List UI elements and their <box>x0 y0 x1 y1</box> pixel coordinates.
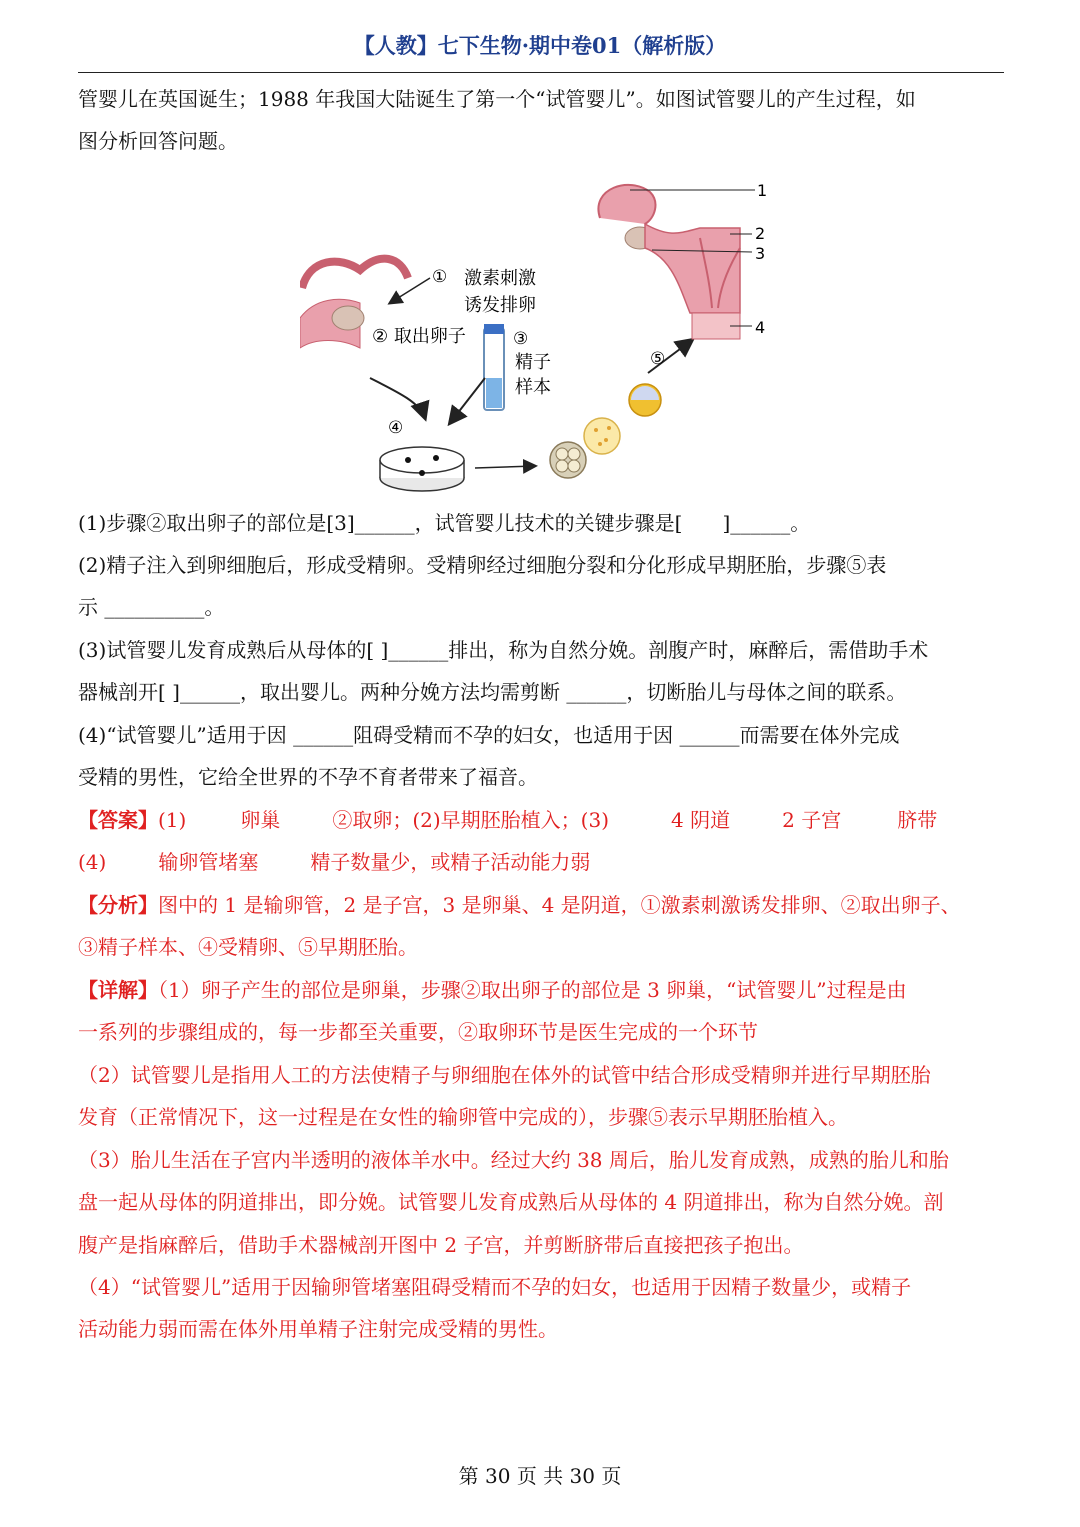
detail-tag: 【详解】 <box>78 978 158 1002</box>
answer-item: 2 子宫 <box>782 808 842 832</box>
petri-dish-icon <box>380 447 464 491</box>
detail-p2-line-2: 发育（正常情况下，这一过程是在女性的输卵管中完成的），步骤⑤表示早期胚胎植入。 <box>78 1105 848 1129</box>
question-4-line-2: 受精的男性，它给全世界的不孕不育者带来了福音。 <box>78 765 538 789</box>
detail-p1-line-2: 一系列的步骤组成的，每一步都至关重要，②取卵环节是医生完成的一个环节 <box>78 1020 758 1044</box>
detail-p3-line-2: 盘一起从母体的阴道排出，即分娩。试管婴儿发育成熟后从母体的 4 阴道排出，称为自然分娩。剖 <box>78 1190 944 1214</box>
ivf-process-figure <box>300 178 780 493</box>
answer-item: ②取卵；(2)早期胚胎植入；(3) <box>332 808 610 832</box>
analysis-line-1 <box>78 884 1008 926</box>
page-header-title: 【人教】七下生物·期中卷01（解析版） <box>353 33 727 58</box>
label-1: 1 <box>757 181 768 200</box>
question-2-line-1: (2)精子注入到卵细胞后，形成受精卵。受精卵经过细胞分裂和分化形成早期胚胎，步骤⑤表 <box>78 553 887 577</box>
detail-text: （1）卵子产生的部位是卵巢，步骤②取出卵子的部位是 3 卵巢，“试管婴儿”过程是由 <box>158 978 907 1002</box>
step2-label: ② 取出卵子 <box>372 326 466 347</box>
question-4-line-1: (4)“试管婴儿”适用于因 ______阻碍受精而不孕的妇女，也适用于因 ______而需要在体外完成 <box>78 723 900 747</box>
test-tube-icon <box>484 324 504 410</box>
uterus-icon <box>598 185 740 339</box>
answer-item: 4 阴道 <box>671 808 731 832</box>
embryo-icon <box>550 384 661 478</box>
step3-label-line2: 样本 <box>515 377 551 398</box>
answer-line-2 <box>78 841 1008 883</box>
label-3: 3 <box>755 244 766 263</box>
step1-label-line2: 诱发排卵 <box>464 295 536 316</box>
step3-num: ③ <box>513 329 529 349</box>
label-4: 4 <box>755 318 766 337</box>
answer-tag: 【答案】 <box>78 808 158 832</box>
step3-label-line1: 精子 <box>515 352 551 373</box>
answer-item: 脐带 <box>897 808 938 832</box>
answer-item: 卵巢 <box>240 808 281 832</box>
question-1: (1)步骤②取出卵子的部位是[3]______，试管婴儿技术的关键步骤是[ ]______。 <box>78 511 811 535</box>
page-footer: 第 30 页 共 30 页 <box>458 1464 622 1488</box>
detail-p4-line-1: （4）“试管婴儿”适用于因输卵管堵塞阻碍受精而不孕的妇女，也适用于因精子数量少，或精子 <box>78 1275 912 1299</box>
analysis-line-2: ③精子样本、④受精卵、⑤早期胚胎。 <box>78 935 418 959</box>
analysis-text: 图中的 1 是输卵管，2 是子宫，3 是卵巢、4 是阴道，①激素刺激诱发排卵、②取出卵子、 <box>158 893 961 917</box>
answer-item: (1) <box>158 808 187 832</box>
question-3-line-2: 器械剖开[ ]______，取出婴儿。两种分娩方法均需剪断 ______，切断胎儿与母体之间的联系。 <box>78 680 907 704</box>
label-2: 2 <box>755 224 766 243</box>
intro-line-1: 管婴儿在英国诞生；1988 年我国大陆诞生了第一个“试管婴儿”。如图试管婴儿的产生过程，如 <box>78 87 916 111</box>
step4-num: ④ <box>388 418 404 438</box>
detail-p3-line-3: 腹产是指麻醉后，借助手术器械剖开图中 2 子宫，并剪断脐带后直接把孩子抱出。 <box>78 1233 804 1257</box>
question-3-line-1: (3)试管婴儿发育成熟后从母体的[ ]______排出，称为自然分娩。剖腹产时，麻醉后，需借助手术 <box>78 638 929 662</box>
step5-num: ⑤ <box>650 349 666 369</box>
detail-p4-line-2: 活动能力弱而需在体外用单精子注射完成受精的男性。 <box>78 1317 558 1341</box>
analysis-tag: 【分析】 <box>78 893 158 917</box>
header-rule <box>78 72 1004 73</box>
step1-label-line1: 激素刺激 <box>464 268 536 289</box>
answer-item: (4) <box>78 850 107 874</box>
answer-line-1 <box>78 799 1008 841</box>
intro-line-2: 图分析回答问题。 <box>78 129 238 153</box>
detail-p3-line-1: （3）胎儿生活在子宫内半透明的液体羊水中。经过大约 38 周后，胎儿发育成熟，成熟的胎儿和胎 <box>78 1148 949 1172</box>
answer-item: 输卵管堵塞 <box>158 850 259 874</box>
detail-p1-line-1 <box>78 969 1008 1011</box>
detail-p2-line-1: （2）试管婴儿是指用人工的方法使精子与卵细胞在体外的试管中结合形成受精卵并进行早期胚胎 <box>78 1063 931 1087</box>
step1-num: ① <box>432 267 448 287</box>
question-2-line-2: 示 __________。 <box>78 595 225 619</box>
answer-item: 精子数量少，或精子活动能力弱 <box>310 850 591 874</box>
